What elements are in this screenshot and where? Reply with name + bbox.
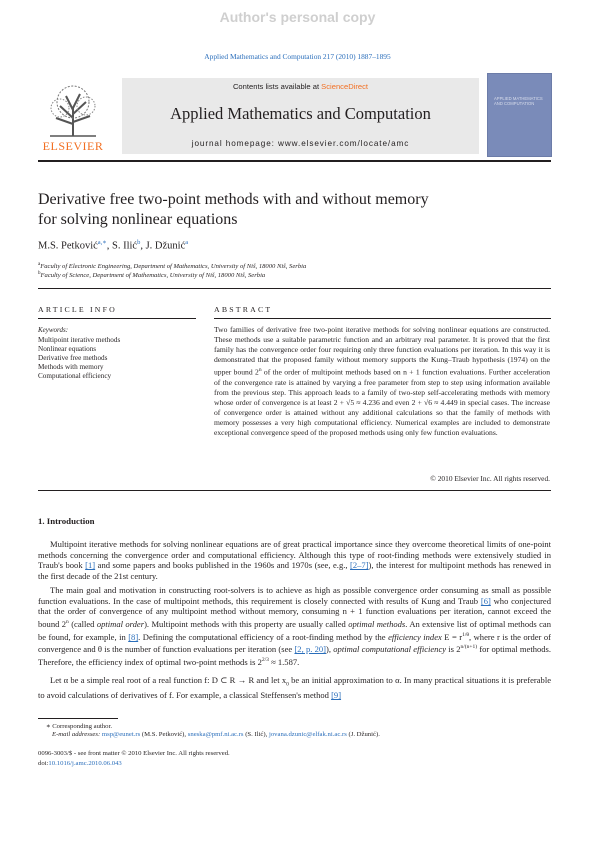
p3-sub: 0 [286,681,289,688]
p3-text: be an initial approximation to α. In many practical situations it is preferable to avoid calculations of derivatives of f. For example, a classical Steffensen's method [38,675,551,701]
email-owner: (J. Džunić). [346,731,380,738]
corresponding-label: Corresponding author. [52,723,113,730]
author-1-affil[interactable]: a,∗ [97,239,107,246]
email-owner: (S. Ilić), [243,731,269,738]
email-label: E-mail addresses: [52,731,102,738]
p2-text: ). Multipoint methods with this property are usually called [144,618,349,629]
affil-a-text: Faculty of Electronic Engineering, Department of Mathematics, University of Niš, 18000 Niš, Serbia [40,263,307,271]
affil-a-mark: a [38,262,41,267]
p2-italic: efficiency index [388,631,442,642]
intro-paragraph-3 [38,675,551,701]
abstract-part-1: Two families of derivative free two-point iterative methods for solving nonlinear equations are constructed. These methods use a suitable parametric function and an arbitrary real parameter. It is proved that the first family has the convergence order four requiring only three function evaluations per iteration. In this way it is demonstrated that the proposed family without memory supports the Kung–Traub hypothesis (1974) on the upper bound 2 [214,325,550,377]
affiliation-a [38,262,306,270]
p1-text: Multipoint iterative methods for solving nonlinear equations are of great practical importance since they overcome theoretical limits of one-point methods concerning the convergence order and computational efficiency. Although this type of root-finding methods were extensively studied in Traub's book [38,539,551,571]
keyword-item: Computational efficiency [38,372,112,380]
author-3-affil[interactable]: a [185,239,189,246]
email-link[interactable]: msp@eunet.rs [101,731,141,738]
intro-paragraph-1 [38,539,551,582]
p2-text: The main goal and motivation in constructing root-solvers is to achieve as high as possible convergence order consuming as small as possible function evaluations. In the case of multipoint methods, this requirement is closely connected with results of Kung and Traub [38,585,551,606]
homepage-label: journal homepage: [191,139,279,148]
p2-text: ≈ 1.587. [268,656,300,667]
p2-italic: optimal order [96,618,145,629]
ref-link[interactable]: [2–7] [350,560,369,571]
author-sep: , [140,240,146,252]
watermark: Author's personal copy [219,9,376,25]
header-rule [38,160,551,162]
author-3: J. Džunić [145,240,186,252]
journal-citation[interactable]: Applied Mathematics and Computation 217 (2010) 1887–1895 [204,52,391,61]
p2-sup: 1/θ [462,631,470,638]
keyword-item: Nonlinear equations [38,345,97,353]
ref-link[interactable]: [8] [128,631,139,642]
p2-italic: optimal methods [348,618,406,629]
elsevier-logo [38,78,108,156]
footnote-corresponding [46,722,112,730]
ref-link[interactable]: [1] [85,560,96,571]
email-owner: (M.S. Petković), [140,731,188,738]
article-info-heading: ARTICLE INFO [38,305,117,314]
p2-text: ), [326,644,334,655]
issn-line: 0096-3003/$ - see front matter © 2010 Elsevier Inc. All rights reserved. [38,750,230,757]
affiliation-b [38,271,265,279]
title-line-2: for solving nonlinear equations [38,211,238,228]
footnote-emails [52,731,380,738]
p2-text: , where r is the order of convergence and θ is the number of function evaluations per iteration (see [38,631,551,655]
homepage-link[interactable]: www.elsevier.com/locate/amc [278,139,410,148]
abstract-part-2: of the order of multipoint methods based on n + 1 function evaluations. Further acceleration of the convergence rate is attained by varying a free parameter from step to step using information available from the previous step. This approach leads to a family of two-step self-accelerating methods with memory whose order of convergence is at least 2 + √5 ≈ 4.236 and even 2 + √6 ≈ 4.449 in special cases. The increase of convergence order is attained without any additional calculations so that the family of methods with memory possesses a very high computational efficiency. Numerical examples are included to demonstrate exceptional convergence speed of the proposed methods using only few function evaluations. [214,367,550,437]
doi-label: doi: [38,760,49,767]
abstract-heading: ABSTRACT [214,305,273,314]
p2-sup: n/(n+1) [460,644,478,651]
keywords-label: Keywords: [38,326,69,334]
p2-text: for optimal methods. Therefore, the efficiency index of optimal two-point methods is 2 [38,644,552,667]
cover-title: APPLIED MATHEMATICS AND COMPUTATION [494,96,543,107]
ref-link[interactable]: [6] [480,595,491,606]
p1-text: ), the interest for multipoint methods has renewed in the first decade of the 21st century. [38,560,551,582]
abstract-sup: n [258,367,262,374]
email-link[interactable]: sneska@pmf.ni.ac.rs [187,731,244,738]
abstract-copyright: © 2010 Elsevier Inc. All rights reserved. [430,474,550,483]
publisher-name: ELSEVIER [42,139,104,153]
abstract-rule [214,318,551,319]
paper-title [38,190,508,230]
ref-link[interactable]: [9] [331,690,342,701]
title-line-1: Derivative free two-point methods with and without memory [38,191,429,208]
abstract-end-rule [38,490,551,491]
author-2: S. Ilić [111,240,138,252]
email-link[interactable]: jovana.dzunic@elfak.ni.ac.rs [268,731,347,738]
sciencedirect-link[interactable]: ScienceDirect [321,82,369,91]
author-sep: , [106,240,112,252]
keyword-item: Multipoint iterative methods [38,336,121,344]
doi-link[interactable]: 10.1016/j.amc.2010.06.043 [48,760,122,767]
keyword-item: Derivative free methods [38,354,108,362]
article-info-rule [38,318,196,319]
journal-title: Applied Mathematics and Computation [170,104,431,123]
footnote-mark: ∗ [46,723,51,730]
ref-link[interactable]: [2, p. 20] [294,644,327,655]
footnote-rule [38,718,118,719]
keyword-item: Methods with memory [38,363,104,371]
p2-text: . Defining the computational efficiency of a root-finding method by the [138,631,389,642]
affil-b-text: Faculty of Science, Department of Mathematics, University of Niš, 18000 Niš, Serbia [40,272,266,280]
p2-sup: 2/3 [261,656,269,663]
p2-italic: optimal computational efficiency [333,644,447,655]
p1-text: and some papers and books published in the 1960s and 1970s (see, e.g., [95,560,351,571]
abstract-text [214,325,550,438]
section-divider [38,288,551,289]
doi-line [38,760,122,767]
intro-paragraph-2 [38,585,551,667]
author-list [38,238,188,252]
p2-sup: n [66,619,69,626]
contents-line [122,82,479,91]
p2-text: . An extensive list of optimal methods can be found, for example, in [38,618,551,642]
p2-text: E = r [441,631,463,642]
author-1: M.S. Petković [38,240,98,252]
contents-prefix: Contents lists available at [232,82,322,91]
affil-b-mark: b [38,271,41,276]
journal-homepage [122,139,479,148]
p2-text: is 2 [446,644,461,655]
journal-cover [487,73,552,157]
p3-text: Let α be a simple real root of a real function f: D ⊂ R → R and let x [50,675,287,685]
p2-text: (called [68,618,97,629]
section-heading-introduction: 1. Introduction [38,516,95,526]
p2-text: who conjectured that the order of convergence of any multipoint method without memory, consuming n + 1 function evaluations per iteration, cannot exceed the bound 2 [38,595,551,629]
author-2-affil[interactable]: b [137,239,141,246]
